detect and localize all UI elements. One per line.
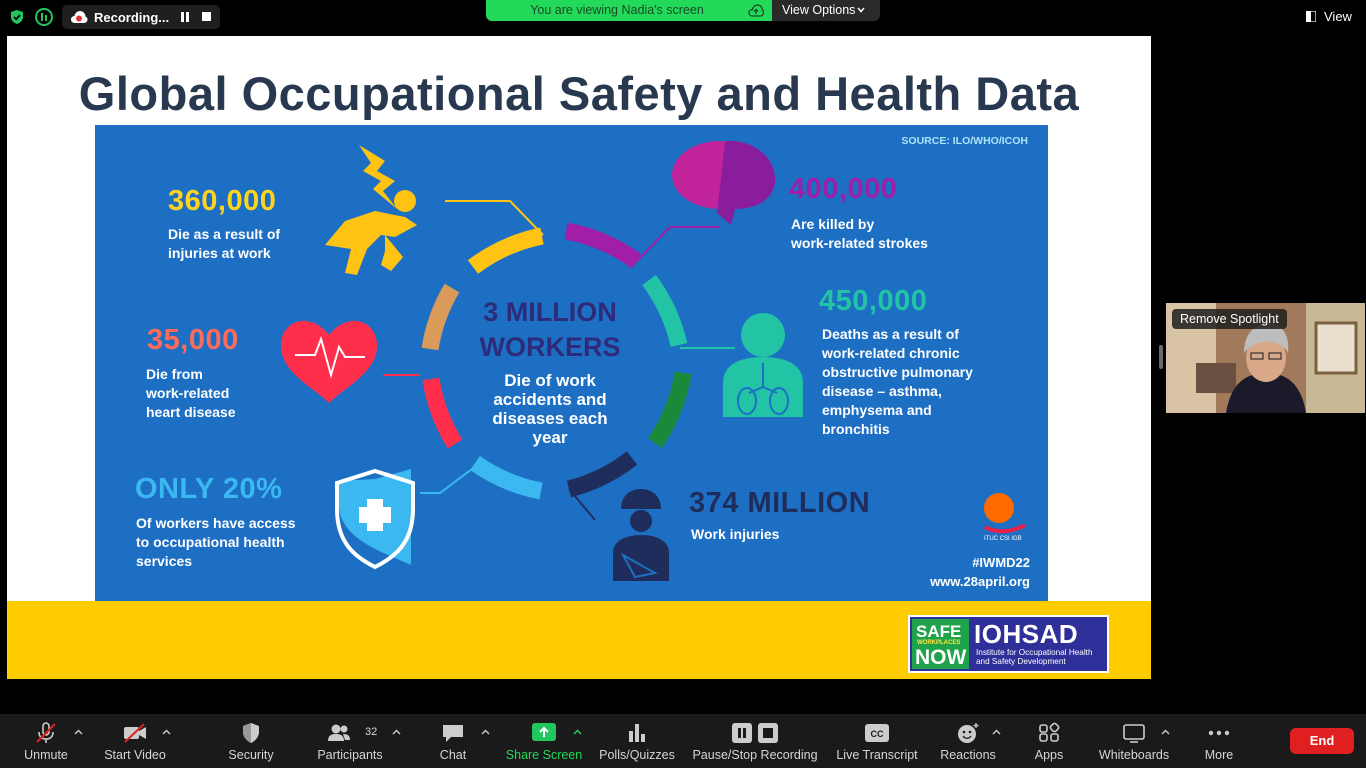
more-button[interactable] [1194, 714, 1244, 768]
participants-button[interactable] [312, 714, 388, 768]
live-transcript-button[interactable] [832, 714, 922, 768]
heart-icon [281, 321, 377, 403]
source-label: SOURCE: ILO/WHO/ICOH [901, 135, 1028, 147]
start-video-label: Start Video [104, 748, 166, 762]
stat-desc-line: services [136, 553, 193, 569]
stat-desc-line: Die as a result of [168, 226, 281, 242]
stat-desc-line: obstructive pulmonary [822, 364, 973, 380]
stat-desc-line: bronchitis [822, 421, 890, 437]
stat-desc-line: emphysema and [822, 402, 932, 418]
stat-20-percent-number: ONLY 20% [135, 473, 283, 505]
stat-desc-line: heart disease [146, 404, 236, 420]
recording-indicator[interactable] [62, 5, 220, 29]
bar-chart-icon [624, 722, 650, 744]
stat-desc-line: Deaths as a result of [822, 326, 959, 342]
viewing-screen-text: You are viewing Nadia's screen [530, 3, 704, 17]
more-dots-icon [1206, 722, 1232, 744]
cloud-icon [748, 4, 764, 17]
stat-374-million-number: 374 MILLION [689, 487, 871, 519]
svg-text:CC: CC [870, 729, 884, 739]
stat-450000-number: 450,000 [819, 285, 928, 317]
logo-safe-text: SAFE [916, 622, 962, 641]
polls-quizzes-button[interactable] [597, 714, 677, 768]
view-options-dropdown[interactable] [772, 0, 880, 21]
logo-sub-line: and Safety Development [976, 657, 1066, 666]
recording-label: Recording... [94, 10, 170, 25]
pause-stop-recording-button[interactable] [690, 714, 820, 768]
logo-workplaces-text: WORKPLACES [917, 640, 961, 646]
stat-35000-desc [146, 365, 236, 422]
stat-desc-line: injuries at work [168, 245, 271, 261]
center-desc-line: Die of work [504, 371, 596, 390]
chevron-up-icon[interactable] [992, 729, 1001, 735]
center-desc-line: diseases each [492, 409, 608, 428]
view-options-label: View Options [782, 3, 856, 17]
apps-label: Apps [1034, 748, 1064, 762]
stat-desc-line: work-related [146, 385, 230, 401]
stat-desc-line: work-related strokes [791, 235, 928, 251]
chevron-up-icon[interactable] [74, 729, 83, 735]
panel-drag-handle-icon[interactable] [1158, 345, 1164, 369]
cloud-record-icon [70, 10, 88, 24]
pause-stop-icon [730, 722, 780, 744]
end-meeting-button[interactable]: End [1290, 728, 1354, 754]
apps-button[interactable] [1024, 714, 1074, 768]
view-layout-icon [1306, 11, 1316, 22]
stat-360000-desc [168, 225, 280, 263]
ituc-label: ITUC CSI IGB [984, 536, 1022, 542]
chevron-down-icon [857, 7, 865, 13]
stat-desc-line: Are killed by [791, 216, 875, 232]
share-screen-button[interactable] [503, 714, 585, 768]
pause-icon[interactable] [180, 12, 190, 22]
reactions-label: Reactions [940, 748, 996, 762]
participants-label: Participants [317, 748, 383, 762]
chat-label: Chat [439, 748, 467, 762]
safe-workplaces-now-logo [908, 615, 1109, 673]
spotlight-video-tile[interactable] [1166, 303, 1365, 413]
share-screen-icon [531, 722, 557, 744]
whiteboard-icon [1121, 722, 1147, 744]
chevron-up-icon[interactable] [392, 729, 401, 735]
shield-check-icon[interactable] [9, 9, 25, 25]
center-desc-line: accidents and [493, 390, 607, 409]
share-screen-label: Share Screen [505, 748, 583, 762]
view-label: View [1324, 9, 1352, 24]
reactions-button[interactable] [937, 714, 999, 768]
osh-infographic [95, 125, 1048, 601]
lightning-icon [359, 145, 397, 209]
whiteboards-button[interactable] [1094, 714, 1174, 768]
center-description [455, 371, 645, 447]
security-button[interactable] [222, 714, 280, 768]
hashtag-text: #IWMD22 [972, 555, 1030, 570]
chevron-up-icon[interactable] [162, 729, 171, 735]
stop-icon[interactable] [202, 12, 211, 21]
chevron-up-icon[interactable] [573, 729, 582, 735]
meeting-controls-toolbar [0, 714, 1366, 768]
stat-35000-number: 35,000 [147, 324, 239, 356]
logo-now-text: NOW [915, 646, 967, 669]
center-desc-line: year [532, 428, 568, 447]
stat-400000-number: 400,000 [789, 173, 898, 205]
stat-450000-desc [822, 325, 973, 439]
start-video-button[interactable] [100, 714, 170, 768]
shared-screen [7, 36, 1151, 679]
logo-org-text: IOHSAD [974, 619, 1079, 649]
stat-20-percent-desc [136, 514, 296, 571]
chevron-up-icon[interactable] [481, 729, 490, 735]
smiley-plus-icon [955, 722, 981, 744]
stat-desc-line: Work injuries [691, 526, 780, 542]
live-transcript-label: Live Transcript [836, 748, 918, 762]
pause-stop-label: Pause/Stop Recording [692, 748, 818, 762]
unmute-button[interactable] [16, 714, 76, 768]
website-text: www.28april.org [930, 574, 1030, 589]
chevron-up-icon[interactable] [1161, 729, 1170, 735]
slide-footer-band [7, 601, 1151, 679]
video-camera-off-icon [122, 722, 148, 744]
stat-desc-line: to occupational health [136, 534, 285, 550]
viewing-screen-banner [486, 0, 772, 21]
microphone-muted-icon [33, 722, 59, 744]
security-label: Security [228, 748, 274, 762]
center-headline [450, 295, 650, 365]
chat-button[interactable] [430, 714, 476, 768]
stat-374-million-desc [691, 525, 779, 544]
logo-sub-line: Institute for Occupational Health [976, 648, 1093, 657]
apps-icon [1036, 722, 1062, 744]
stat-desc-line: Die from [146, 366, 203, 382]
stat-desc-line: disease – asthma, [822, 383, 942, 399]
slide-title: Global Occupational Safety and Health Data [78, 67, 1080, 120]
polls-quizzes-label: Polls/Quizzes [599, 748, 675, 762]
participants-icon [326, 722, 352, 744]
stat-360000-number: 360,000 [168, 185, 277, 217]
closed-caption-icon [864, 722, 890, 744]
more-label: More [1204, 748, 1234, 762]
whiteboards-label: Whiteboards [1098, 748, 1170, 762]
stat-desc-line: work-related chronic [822, 345, 960, 361]
remove-spotlight-button[interactable]: Remove Spotlight [1172, 309, 1287, 329]
stat-desc-line: Of workers have access [136, 515, 296, 531]
security-shield-icon [238, 722, 264, 744]
participants-count: 32 [365, 726, 378, 738]
center-line: 3 MILLION [483, 297, 617, 327]
live-transcript-status-icon[interactable] [35, 8, 53, 26]
top-bar [0, 0, 1366, 34]
stat-400000-desc [791, 215, 928, 253]
unmute-label: Unmute [24, 748, 68, 762]
chat-bubble-icon [440, 722, 466, 744]
swn-badge [912, 619, 969, 669]
center-line: WORKERS [479, 332, 621, 362]
